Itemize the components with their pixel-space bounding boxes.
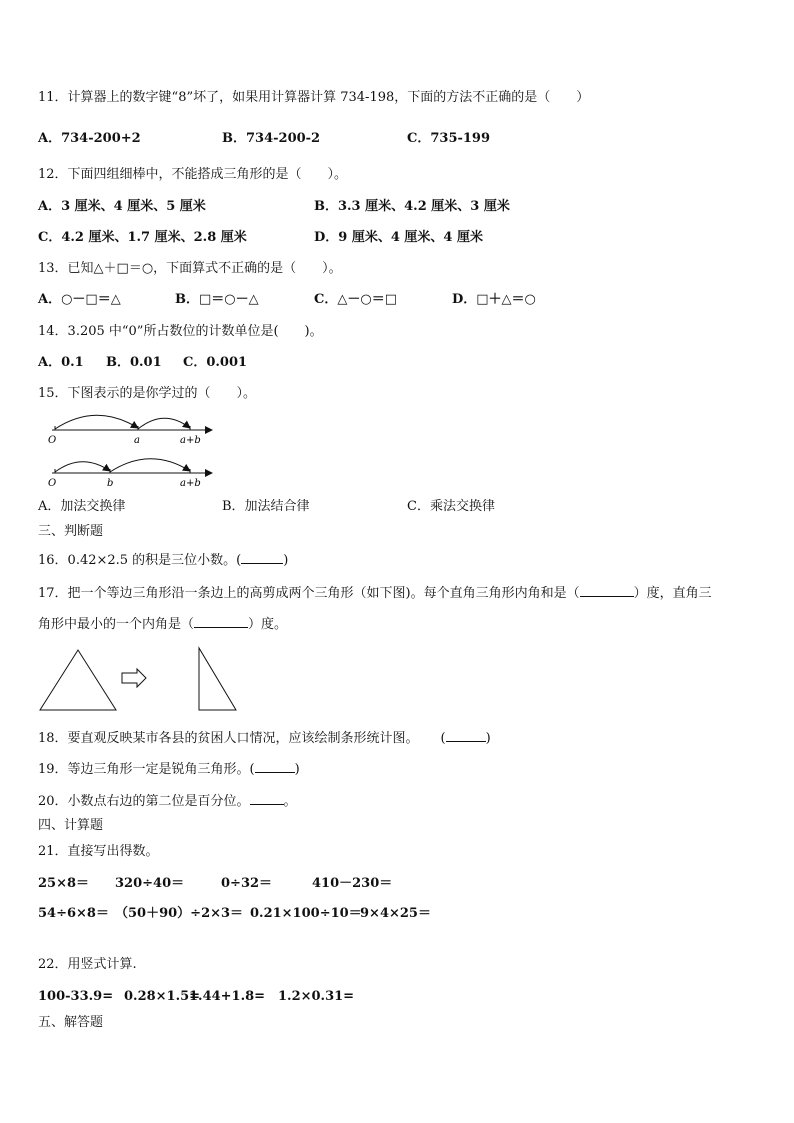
q22-item-4: 1.2×0.31= [278,989,355,1004]
q18-answer-blank[interactable] [446,729,486,742]
q13-option-a: A．○－□＝△ [38,292,121,307]
q18-close: ) [485,731,491,746]
triangle-cut-figure [36,644,246,714]
label-origin-bottom: O [48,478,57,489]
q11-option-c: C．735-199 [407,131,491,146]
q19-stem: 19．等边三角形一定是锐角三角形。( [38,762,255,777]
question-11-stem: 11．计算器上的数字键“8”坏了，如果用计算器计算 734-198，下面的方法不正确的是（ ） [38,90,590,105]
q15-option-c: C．乘法交换律 [407,499,495,514]
equilateral-triangle [40,650,116,710]
arc-a-top [55,415,138,429]
question-20 [38,792,297,810]
q21-item-2: 320÷40＝ [115,876,185,891]
q21-item-6: （50＋90）÷2×3＝ [115,906,244,921]
question-15-stem: 15．下图表示的是你学过的（ ）。 [38,386,257,401]
q12-option-d: D．9 厘米、4 厘米、4 厘米 [314,230,483,245]
q20-answer-blank[interactable] [250,792,284,805]
question-19 [38,760,300,778]
right-triangle [199,648,236,710]
question-14-stem: 14．3.205 中“0”所占数位的计数单位是( )。 [38,324,323,339]
q17-blank-1[interactable] [580,584,634,597]
q21-item-3: 0÷32＝ [221,876,273,891]
label-b: b [107,478,114,489]
q17-line1-text: 17．把一个等边三角形沿一条边上的高剪成两个三角形（如下图)。每个直角三角形内角和是（ [38,586,580,601]
question-22-stem: 22．用竖式计算. [38,957,137,972]
q21-item-1: 25×8＝ [38,876,90,891]
q17-blank-2[interactable] [194,615,248,628]
question-12-stem: 12．下面四组细棒中，不能搭成三角形的是（ ）。 [38,167,348,182]
q22-item-1: 100-33.9= [38,989,114,1004]
q21-item-7: 0.21×100÷10＝ [250,906,362,921]
q12-option-c: C．4.2 厘米、1.7 厘米、2.8 厘米 [38,230,247,245]
q16-stem: 16．0.42×2.5 的积是三位小数。( [38,553,242,568]
q20-stem: 20．小数点右边的第二位是百分位。 [38,794,250,809]
q15-option-a: A．加法交换律 [38,499,126,514]
question-13-stem: 13．已知△＋□＝○，下面算式不正确的是（ ）。 [38,261,342,276]
q12-option-a: A．3 厘米、4 厘米、5 厘米 [38,199,206,214]
q20-end: 。 [283,794,297,809]
q13-option-b: B．□＝○－△ [175,292,259,307]
q14-option-b: B．0.01 [106,355,162,370]
q22-item-2: 0.28×1.5= [124,989,201,1004]
section-title-judgment: 三、判断题 [38,524,104,539]
q17-line1-end: ）度，直角三 [633,586,712,601]
number-line-figure [40,408,220,490]
label-sum-top: a+b [180,435,201,446]
q11-option-a: A．734-200+2 [38,131,141,146]
q17-line2-text: 角形中最小的一个内角是（ [38,617,195,632]
label-sum-bottom: a+b [180,478,201,489]
q21-item-5: 54÷6×8＝ [38,906,109,921]
q21-item-4: 410－230＝ [312,876,393,891]
q18-stem: 18．要直观反映某市各县的贫困人口情况，应该绘制条形统计图。 [38,731,419,746]
q13-option-c: C．△－○＝□ [314,292,397,307]
arc-b-top [138,418,190,429]
question-17-line1 [38,584,712,602]
q17-line2-end: ）度。 [248,617,288,632]
q19-close: ) [294,762,300,777]
q18-open: ( [440,731,446,746]
question-21-stem: 21．直接写出得数。 [38,844,159,859]
q11-option-b: B．734-200-2 [222,131,321,146]
q14-option-c: C．0.001 [183,355,248,370]
q12-option-b: B．3.3 厘米、4.2 厘米、3 厘米 [314,199,510,214]
q15-option-b: B．加法结合律 [222,499,310,514]
question-16 [38,551,288,569]
q16-answer-blank[interactable] [241,551,283,564]
q19-answer-blank[interactable] [255,760,295,773]
arrow-icon [122,669,146,687]
section-title-word-problems: 五、解答题 [38,1015,104,1030]
section-title-calculation: 四、计算题 [38,818,104,833]
arc-a-bottom [110,459,190,472]
arc-b-bottom [55,462,110,472]
question-17-line2 [38,615,287,633]
q13-option-d: D．□＋△＝○ [452,292,536,307]
q21-item-8: 9×4×25＝ [360,906,431,921]
question-18 [38,729,491,747]
q16-close: ) [283,553,289,568]
q14-option-a: A．0.1 [38,355,84,370]
label-origin-top: O [48,435,57,446]
label-a: a [134,435,140,446]
q22-item-3: 1.44+1.8= [189,989,266,1004]
